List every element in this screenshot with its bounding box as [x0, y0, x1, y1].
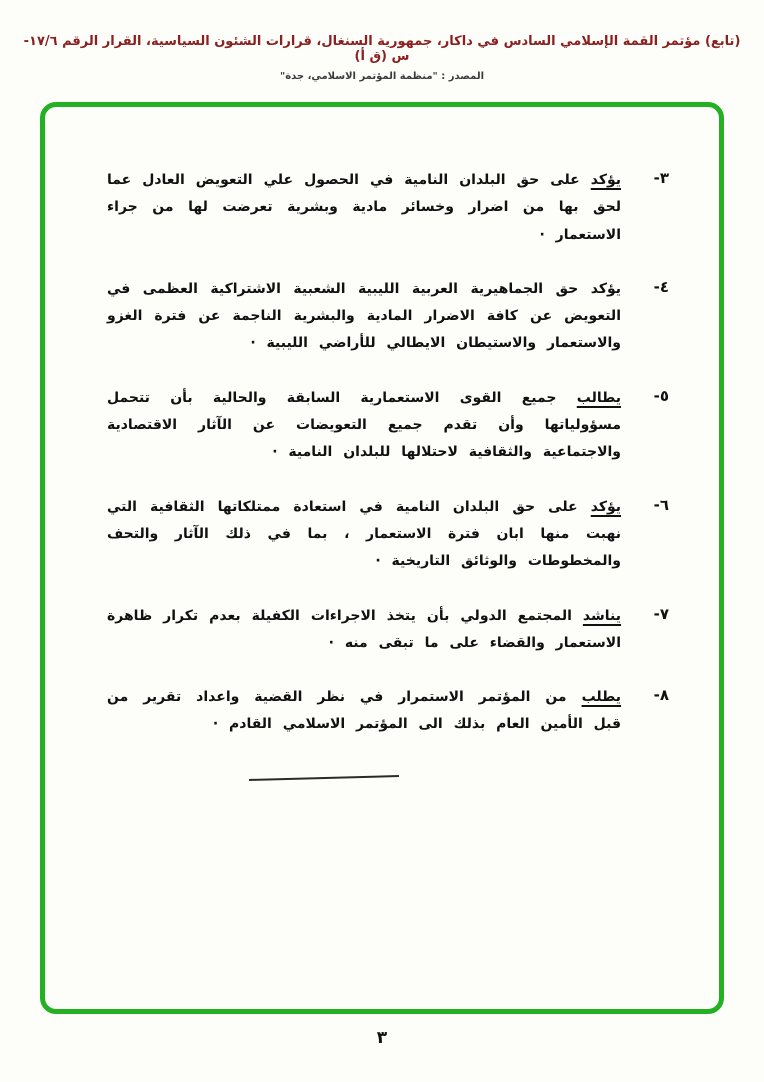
- item-number: ٨-: [653, 686, 669, 705]
- resolution-item-4: [107, 276, 669, 358]
- item-body: يؤكد حق الجماهيرية العربية الليبية الشعبية الاشتراكية العظمى في التعويض عن كافة الاضرار المادية والبشرية الناجمة عن فترة الغزو والاستعمار والاستيطان الايطالي للأراضي الليبية ·: [107, 280, 621, 352]
- resolution-item-3: [107, 167, 669, 249]
- resolution-text-block: [45, 107, 719, 779]
- item-text: [107, 276, 621, 358]
- resolution-item-8: [107, 684, 669, 739]
- item-text: [107, 684, 621, 739]
- item-text: [107, 167, 621, 249]
- lead-word: يناشد: [582, 607, 621, 624]
- item-body: جميع القوى الاستعمارية السابقة والحالية بأن تتحمل مسؤولياتها وأن تقدم جميع التعويضات عن الآثار الاقتصادية والاجتماعية والثقافية لاحتلالها للبلدان النامية ·: [107, 389, 621, 461]
- green-border-frame: [40, 102, 724, 1014]
- page-number: ٣: [376, 1028, 388, 1048]
- item-text: [107, 494, 621, 576]
- item-number: ٤-: [653, 277, 669, 296]
- lead-word: يطالب: [576, 389, 621, 406]
- item-number: ٣-: [653, 169, 669, 187]
- lead-word: يطلب: [581, 689, 621, 706]
- resolution-item-7: [107, 603, 669, 658]
- lead-word: يؤكد: [590, 498, 621, 515]
- item-body: على حق البلدان النامية في استعادة ممتلكاتها الثقافية التي نهبت منها ابان فترة الاستعمار ، بما في ذلك الآثار والتحف والمخطوطات والوثائق التاريخية ·: [107, 498, 621, 570]
- item-body: المجتمع الدولي بأن يتخذ الاجراءات الكفيلة بعدم تكرار ظاهرة الاستعمار والقضاء على ما تبقى منه ·: [107, 607, 621, 651]
- item-body: على حق البلدان النامية في الحصول علي التعويض العادل عما لحق بها من اضرار وخسائر مادية وبشرية تعرضت لها من جراء الاستعمار ·: [107, 172, 621, 243]
- document-header: (تابع) مؤتمر القمة الإسلامي السادس في داكار، جمهورية السنغال، قرارات الشئون السياسية، القرار الرقم ١٧/٦-س (ق أ): [23, 34, 741, 64]
- item-body: من المؤتمر الاستمرار في نظر القضية واعداد تقرير من قبل الأمين العام بذلك الى المؤتمر الاسلامي القادم ·: [107, 689, 621, 733]
- resolution-item-6: [107, 494, 669, 576]
- resolution-item-5: [107, 385, 669, 467]
- item-text: [107, 603, 621, 658]
- item-number: ٦-: [653, 495, 669, 514]
- lead-word: يؤكد: [590, 172, 621, 188]
- item-text: [107, 385, 621, 467]
- item-number: ٥-: [653, 386, 669, 405]
- end-of-text-divider: [249, 775, 399, 781]
- item-number: ٧-: [653, 604, 669, 623]
- source-line: المصدر : "منظمة المؤتمر الاسلامي، جدة": [279, 71, 484, 82]
